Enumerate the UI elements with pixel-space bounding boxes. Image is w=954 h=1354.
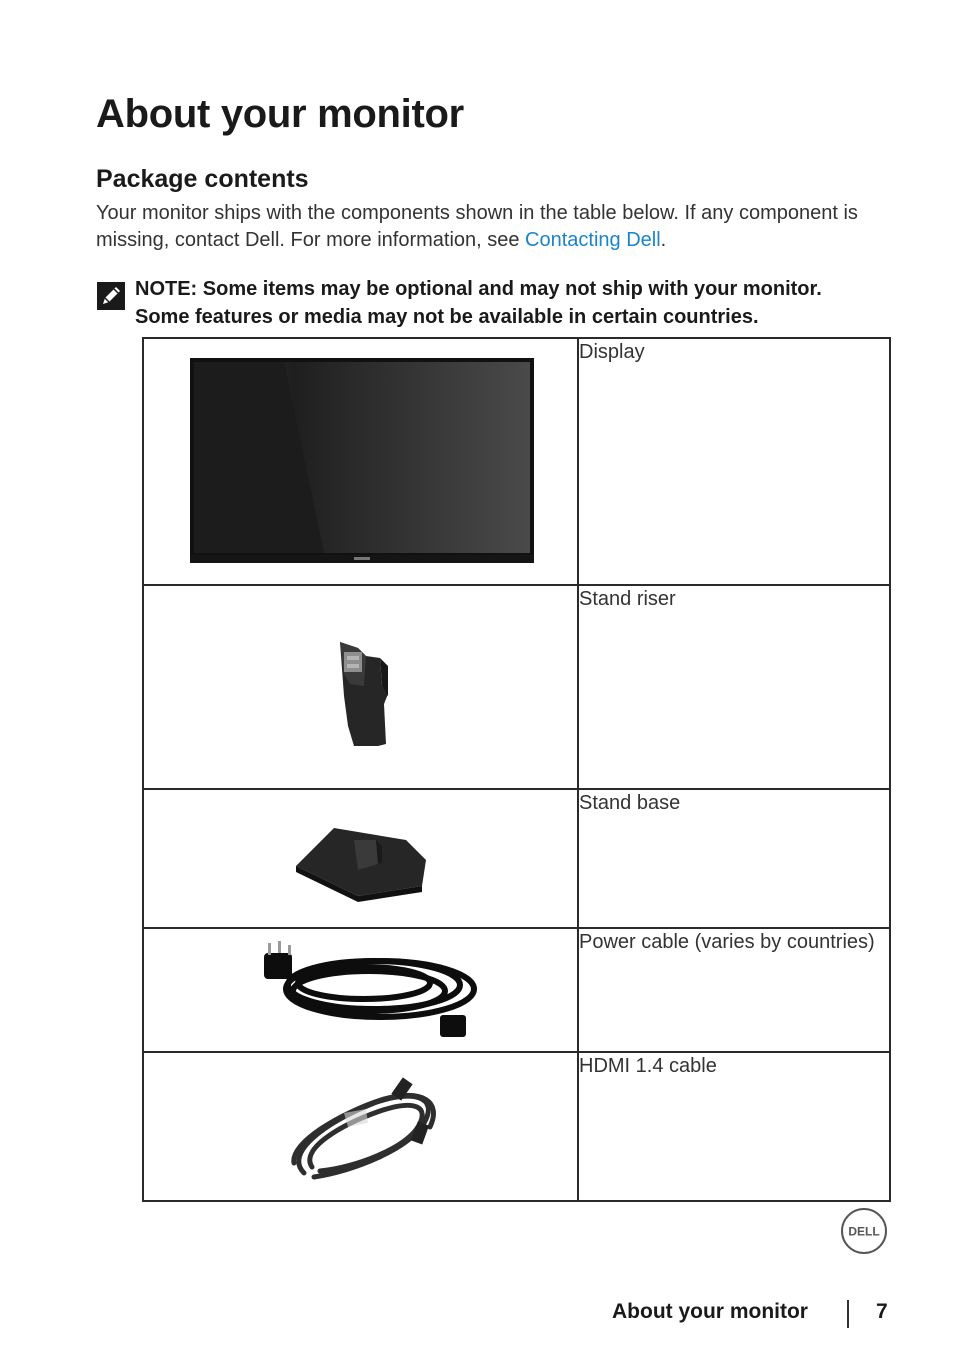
item-label: Power cable (varies by countries) <box>578 928 890 1052</box>
intro-end: . <box>660 229 667 251</box>
item-label: Display <box>578 338 890 585</box>
dell-logo <box>840 1207 888 1255</box>
power-cable-icon <box>144 929 577 1051</box>
table-row <box>143 928 890 1052</box>
note-text <box>135 275 905 331</box>
intro-paragraph <box>96 200 886 254</box>
monitor-icon <box>144 339 577 584</box>
item-image-cell <box>143 789 578 928</box>
page-title: About your monitor <box>96 92 464 136</box>
package-contents-table <box>142 337 891 1202</box>
item-image-cell <box>143 585 578 789</box>
item-label: Stand riser <box>578 585 890 789</box>
hdmi-cable-icon <box>144 1053 577 1200</box>
table-row <box>143 1052 890 1201</box>
note-line-1: NOTE: Some items may be optional and may not ship with your monitor. <box>135 278 822 300</box>
table-row <box>143 338 890 585</box>
item-image-cell <box>143 928 578 1052</box>
section-title: Package contents <box>96 165 309 193</box>
logo-text: DELL <box>848 1224 880 1239</box>
stand-base-icon <box>144 790 577 927</box>
page-number: 7 <box>876 1300 888 1323</box>
table-row <box>143 585 890 789</box>
stand-riser-icon <box>144 586 577 788</box>
item-image-cell <box>143 338 578 585</box>
item-label: Stand base <box>578 789 890 928</box>
intro-text: Your monitor ships with the components shown in the table below. If any component is missing, contact Dell. For more information, see <box>96 202 858 251</box>
table-row <box>143 789 890 928</box>
footer-section-title: About your monitor <box>612 1300 808 1323</box>
item-image-cell <box>143 1052 578 1201</box>
note-pencil-icon <box>97 282 125 310</box>
note-line-2: Some features or media may not be available in certain countries. <box>135 306 759 328</box>
contacting-dell-link[interactable]: Contacting Dell <box>525 229 661 251</box>
footer-divider <box>847 1300 849 1328</box>
item-label: HDMI 1.4 cable <box>578 1052 890 1201</box>
